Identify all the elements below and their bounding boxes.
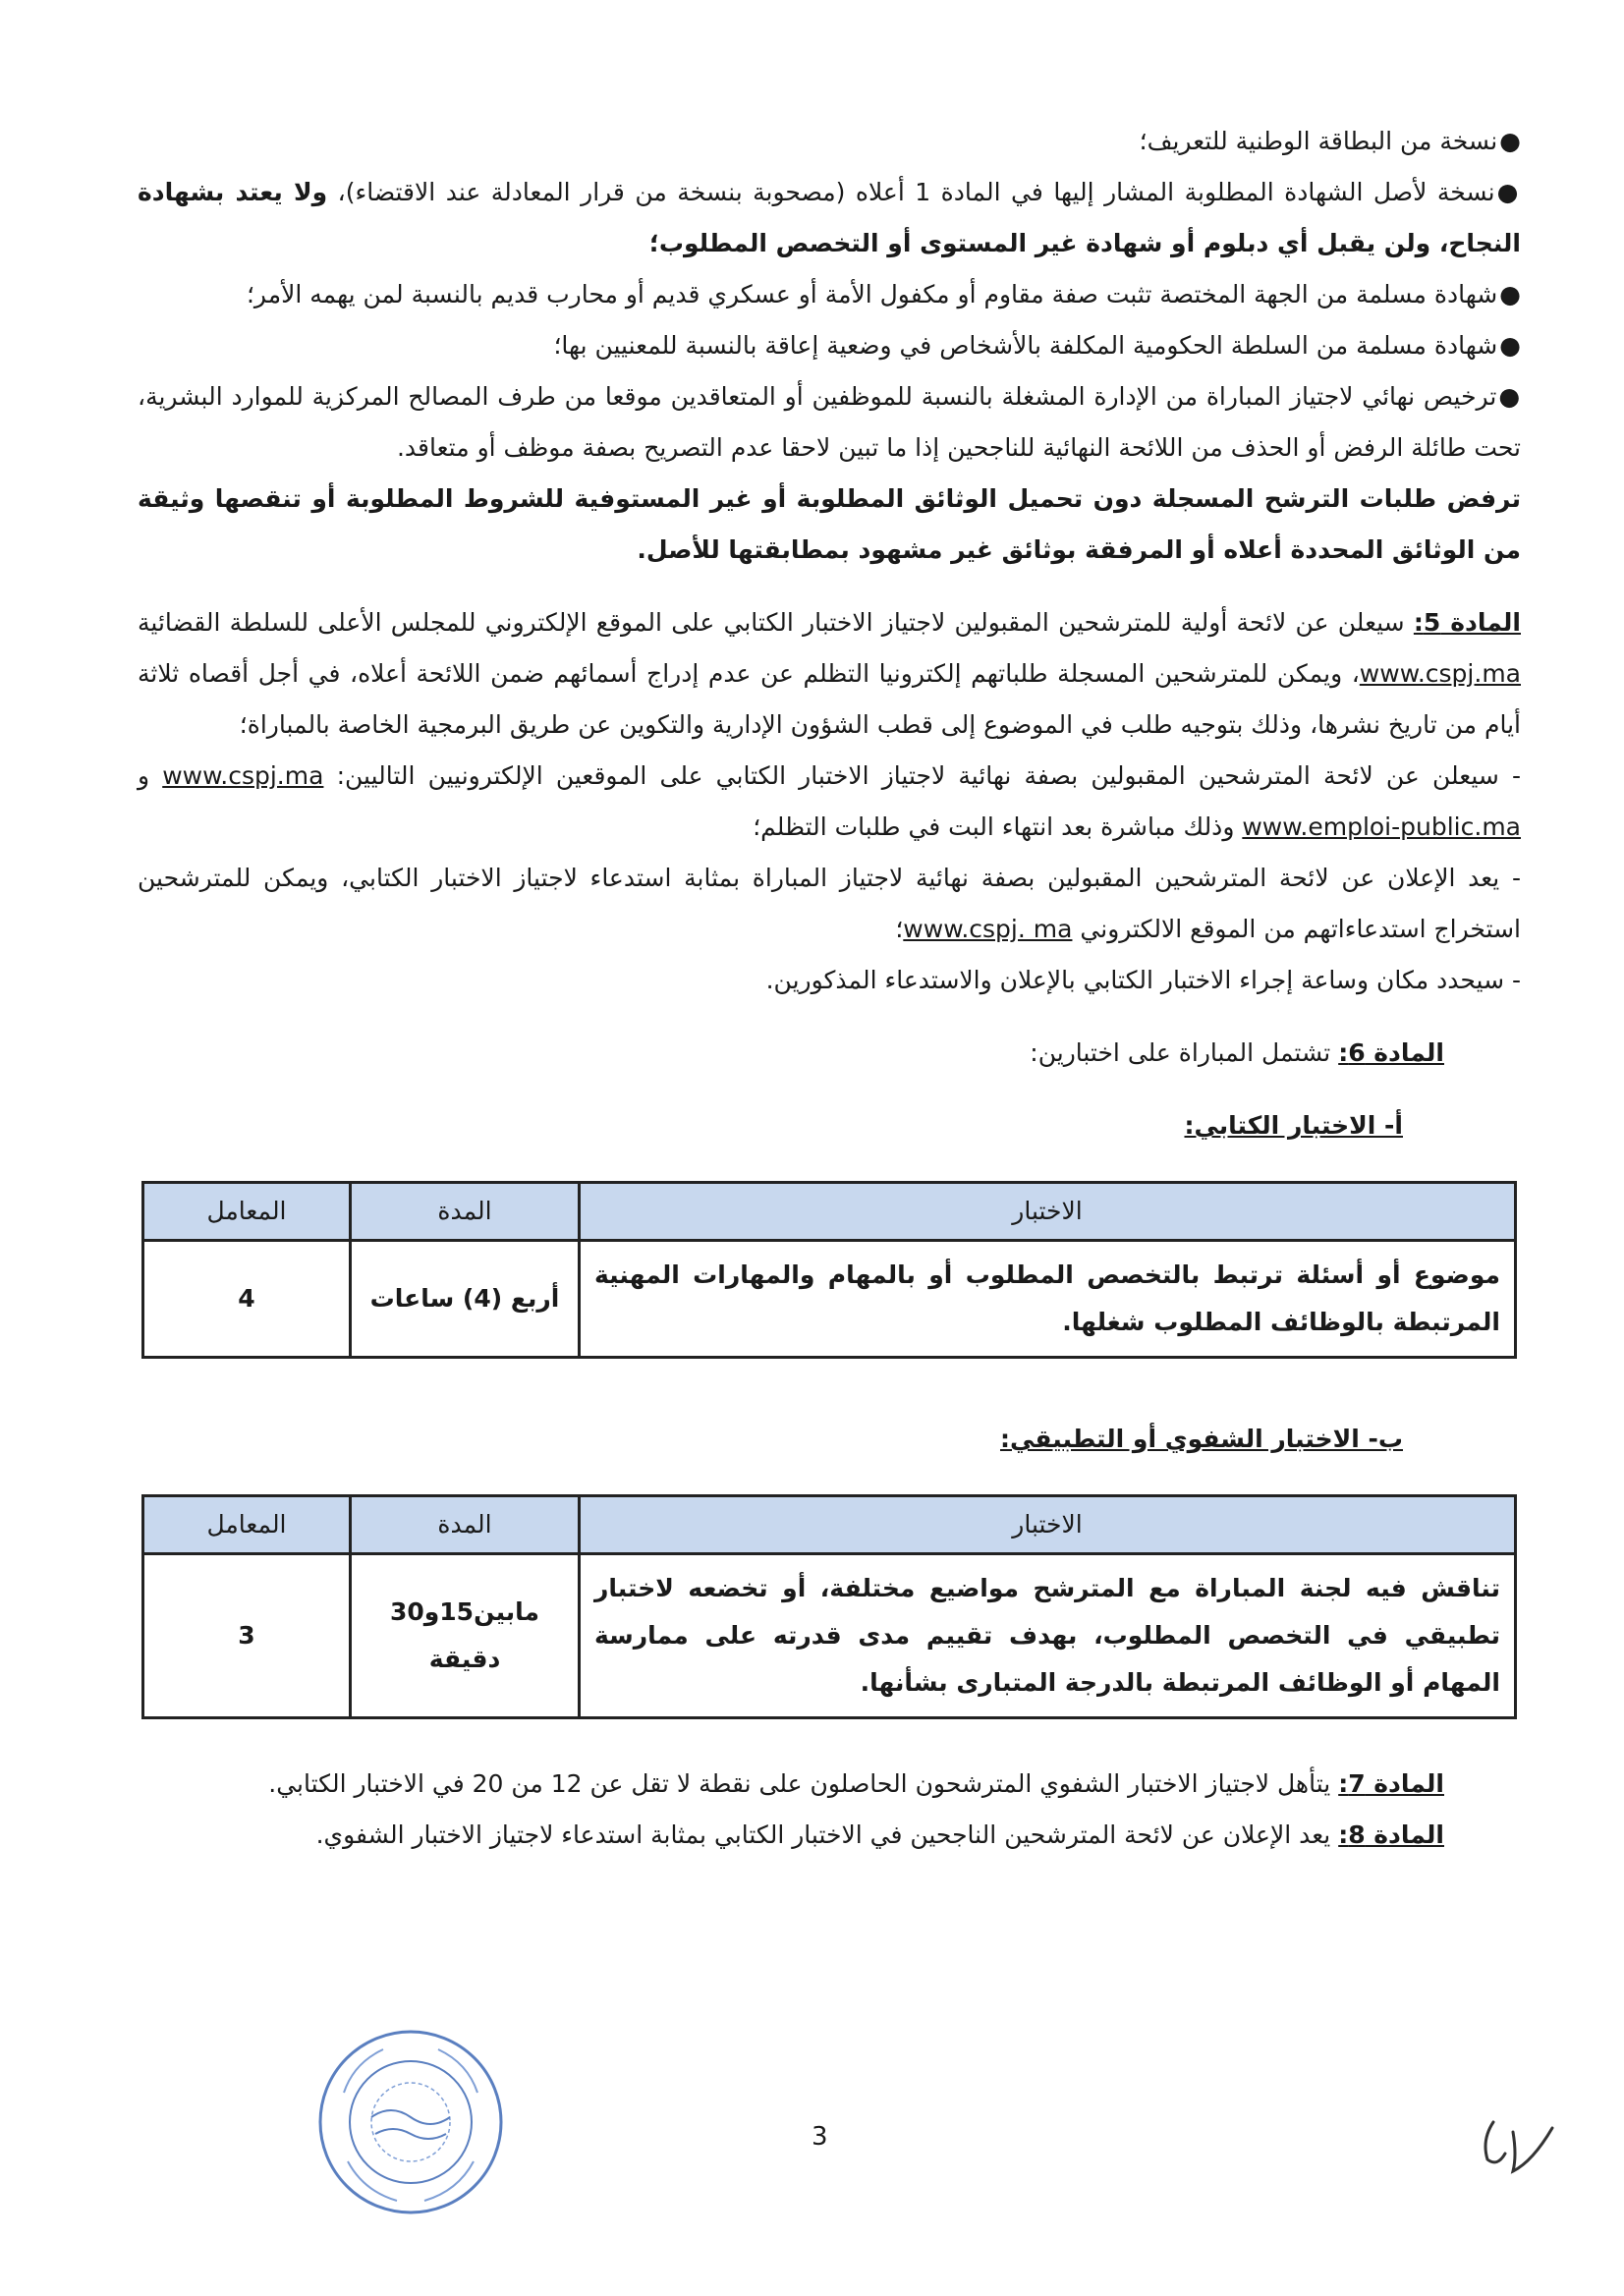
test-duration: مابين15و30 دقيقة xyxy=(351,1554,580,1718)
rejection-notice: ترفض طلبات الترشح المسجلة دون تحميل الوثائق المطلوبة أو غير المستوفية للشروط المطلوبة أو تنقصها وثيقة من الوثائق المحددة أعلاه أو المرفقة بوثائق غير مشهود بمطابقتها للأصل. xyxy=(138,484,1521,564)
official-stamp xyxy=(312,2024,509,2220)
cspj-link[interactable]: www.cspj.ma xyxy=(162,761,324,790)
article-6: المادة 6: تشتمل المباراة على اختبارين: xyxy=(1030,1038,1444,1067)
article-5-label: المادة 5: xyxy=(1413,608,1521,637)
page-number: 3 xyxy=(812,2122,828,2152)
test-coefficient: 4 xyxy=(143,1241,351,1358)
written-exam-heading: أ- الاختبار الكتابي: xyxy=(1184,1111,1403,1140)
oral-exam-heading: ب- الاختبار الشفوي أو التطبيقي: xyxy=(1000,1425,1403,1453)
article-5-item-1: - سيعلن عن لائحة المترشحين المقبولين بصفة نهائية لاجتياز الاختبار الكتابي على الموقعين الإلكترونيين التاليين: www.cspj.ma و www.emploi-public.ma وذلك مباشرة بعد انتهاء البت في طلبات التظلم؛ xyxy=(138,761,1521,841)
cspj-link[interactable]: www.cspj. ma xyxy=(903,915,1073,943)
required-documents-list xyxy=(138,116,1521,474)
article-5-item-3: - سيحدد مكان وساعة إجراء الاختبار الكتابي بالإعلان والاستدعاء المذكورين. xyxy=(765,966,1521,994)
test-duration: أربع (4) ساعات xyxy=(351,1241,580,1358)
column-header-coefficient: المعامل xyxy=(143,1183,351,1241)
bullet-icon: ● xyxy=(1499,280,1521,308)
test-description: موضوع أو أسئلة ترتبط بالتخصص المطلوب أو بالمهام والمهارات المهنية المرتبطة بالوظائف المطلوب شغلها. xyxy=(580,1241,1516,1358)
column-header-test: الاختبار xyxy=(580,1183,1516,1241)
oral-exam-table xyxy=(141,1494,1517,1719)
written-exam-table xyxy=(141,1181,1517,1359)
bullet-icon: ● xyxy=(1499,331,1521,360)
signature-icon xyxy=(1454,2102,1562,2191)
table-header-row xyxy=(143,1496,1516,1554)
article-8: المادة 8: يعد الإعلان عن لائحة المترشحين الناجحين في الاختبار الكتابي بمثابة استدعاء لاجتياز الاختبار الشفوي. xyxy=(315,1820,1444,1849)
emploi-public-link[interactable]: www.emploi-public.ma xyxy=(1242,812,1521,841)
document-page xyxy=(138,116,1521,1861)
column-header-coefficient: المعامل xyxy=(143,1496,351,1554)
column-header-test: الاختبار xyxy=(580,1496,1516,1554)
list-item: ●نسخة من البطاقة الوطنية للتعريف؛ xyxy=(1139,127,1521,155)
article-7-label: المادة 7: xyxy=(1338,1769,1444,1798)
article-8-label: المادة 8: xyxy=(1338,1820,1444,1849)
bullet-icon: ● xyxy=(1499,127,1521,155)
column-header-duration: المدة xyxy=(351,1496,580,1554)
list-item: ●شهادة مسلمة من السلطة الحكومية المكلفة بالأشخاص في وضعية إعاقة بالنسبة للمعنيين بها؛ xyxy=(553,331,1521,360)
article-5-item-2: - يعد الإعلان عن لائحة المترشحين المقبولين بصفة نهائية لاجتياز المباراة بمثابة استدعاء لاجتياز الاختبار الكتابي، ويمكن للمترشحين استخراج استدعاءاتهم من الموقع الالكتروني www.cspj. ma؛ xyxy=(138,864,1521,943)
table-row xyxy=(143,1554,1516,1718)
article-6-label: المادة 6: xyxy=(1338,1038,1444,1067)
article-5 xyxy=(138,597,1521,1006)
table-header-row xyxy=(143,1183,1516,1241)
list-item: ●ترخيص نهائي لاجتياز المباراة من الإدارة المشغلة بالنسبة للموظفين أو المتعاقدين موقعا من طرف المصالح المركزية للموارد البشرية، تحت طائلة الرفض أو الحذف من اللائحة النهائية للناجحين إذا ما تبين لاحقا عدم التصريح بصفة موظف أو متعاقد. xyxy=(138,382,1521,462)
test-description: تناقش فيه لجنة المباراة مع المترشح مواضيع مختلفة، أو تخضعه لاختبار تطبيقي في التخصص المطلوب، بهدف تقييم مدى قدرته على ممارسة المهام أو الوظائف المرتبطة بالدرجة المتبارى بشأنها. xyxy=(580,1554,1516,1718)
list-item: ●شهادة مسلمة من الجهة المختصة تثبت صفة مقاوم أو مكفول الأمة أو عسكري قديم أو محارب قديم بالنسبة لمن يهمه الأمر؛ xyxy=(246,280,1521,308)
article-5-body: المادة 5: سيعلن عن لائحة أولية للمترشحين المقبولين لاجتياز الاختبار الكتابي على الموقع الإلكتروني للمجلس الأعلى للسلطة القضائية www.cspj.ma، ويمكن للمترشحين المسجلة طلباتهم إلكترونيا التظلم عن عدم إدراج أسمائهم ضمن اللائحة أعلاه، في أجل أقصاه ثلاثة أيام من تاريخ نشرها، وذلك بتوجيه طلب في الموضوع إلى قطب الشؤون الإدارية والتكوين عن طريق البرمجية الخاصة بالمباراة؛ xyxy=(138,608,1521,739)
test-coefficient: 3 xyxy=(143,1554,351,1718)
bullet-icon: ● xyxy=(1498,382,1521,411)
article-7: المادة 7: يتأهل لاجتياز الاختبار الشفوي المترشحون الحاصلون على نقطة لا تقل عن 12 من 20 في الاختبار الكتابي. xyxy=(268,1769,1444,1798)
bullet-icon: ● xyxy=(1496,178,1521,206)
table-row xyxy=(143,1241,1516,1358)
column-header-duration: المدة xyxy=(351,1183,580,1241)
cspj-link[interactable]: www.cspj.ma xyxy=(1359,659,1521,688)
list-item: ●نسخة لأصل الشهادة المطلوبة المشار إليها في المادة 1 أعلاه (مصحوبة بنسخة من قرار المعادلة عند الاقتضاء)، ولا يعتد بشهادة النجاح، ولن يقبل أي دبلوم أو شهادة غير المستوى أو التخصص المطلوب؛ xyxy=(138,178,1521,257)
